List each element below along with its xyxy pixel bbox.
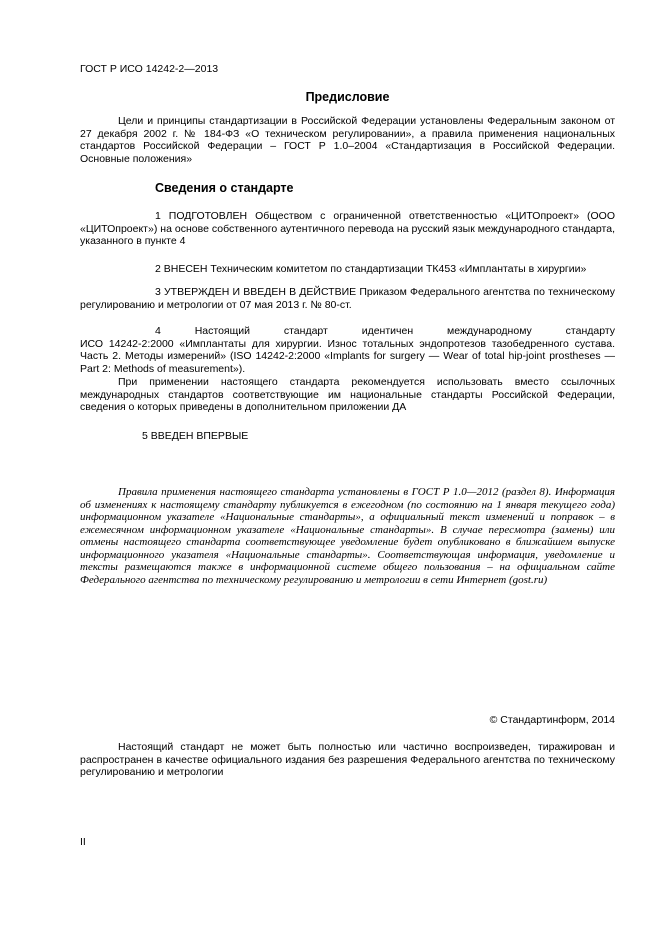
copyright: © Стандартинформ, 2014 bbox=[489, 714, 615, 726]
info-item-4-first-line: 4 Настоящий стандарт идентичен международному стандарту bbox=[155, 325, 615, 337]
info-item-4-rest: ИСО 14242-2:2000 «Имплантаты для хирургии. Износ тотальных эндопротезов тазобедренного сустава. Часть 2. Методы измерений» (ISO 14242-2:2000 «Implants for surgery — Wear of total hip-joint prostheses — Part 2: Methods of measurement»). bbox=[80, 337, 615, 375]
reproduction-notice: Настоящий стандарт не может быть полностью или частично воспроизведен, тиражирован и распространен в качестве официального издания без разрешения Федерального агентства по техническому регулированию и метрологии bbox=[80, 741, 615, 778]
standard-info-title: Сведения о стандарте bbox=[155, 181, 294, 195]
page-number: II bbox=[80, 836, 86, 848]
info-item-5: 5 ВВЕДЕН ВПЕРВЫЕ bbox=[142, 430, 249, 442]
foreword-title: Предисловие bbox=[305, 90, 390, 104]
info-item-3: 3 УТВЕРЖДЕН И ВВЕДЕН В ДЕЙСТВИЕ Приказом Федерального агентства по техническому регулированию и метрологии от 07 мая 2013 г. № 80-ст. bbox=[80, 286, 615, 311]
foreword-text: Цели и принципы стандартизации в Российской Федерации установлены Федеральным законом от 27 декабря 2002 г. № 184-ФЗ «О техническом регулировании», а правила применения национальных стандартов Российской Федерации – ГОСТ Р 1.0–2004 «Стандартизация в Российской Федерации. Основные положения» bbox=[80, 115, 615, 165]
standard-code-header: ГОСТ Р ИСО 14242-2—2013 bbox=[80, 63, 219, 75]
info-item-2: 2 ВНЕСЕН Техническим комитетом по стандартизации ТК453 «Имплантаты в хирургии» bbox=[155, 263, 587, 275]
info-item-4 bbox=[80, 325, 615, 375]
info-item-4-note: При применении настоящего стандарта рекомендуется использовать вместо ссылочных международных стандартов соответствующие им национальные стандарты Российской Федерации, сведения о которых приведены в дополнительном приложении ДА bbox=[80, 376, 615, 413]
info-item-1: 1 ПОДГОТОВЛЕН Обществом с ограниченной ответственностью «ЦИТОпроект» (ООО «ЦИТОпроект») на основе собственного аутентичного перевода на русский язык международного стандарта, указанного в пункте 4 bbox=[80, 210, 615, 247]
rules-notice: Правила применения настоящего стандарта установлены в ГОСТ Р 1.0—2012 (раздел 8). Информация об изменениях к настоящему стандарту публикуется в ежегодном (по состоянию на 1 января текущего года) информационном указателе «Национальные стандарты», а официальный текст изменений и поправок – в ежемесячном информационном указателе «Национальные стандарты». В случае пересмотра (замены) или отмены настоящего стандарта соответствующее уведомление будет опубликовано в ближайшем выпуске информационного указателя «Национальные стандарты». Соответствующая информация, уведомление и тексты размещаются также в информационной системе общего пользования – на официальном сайте Федерального агентства по техническому регулированию и метрологии в сети Интернет (gost.ru) bbox=[80, 486, 615, 586]
